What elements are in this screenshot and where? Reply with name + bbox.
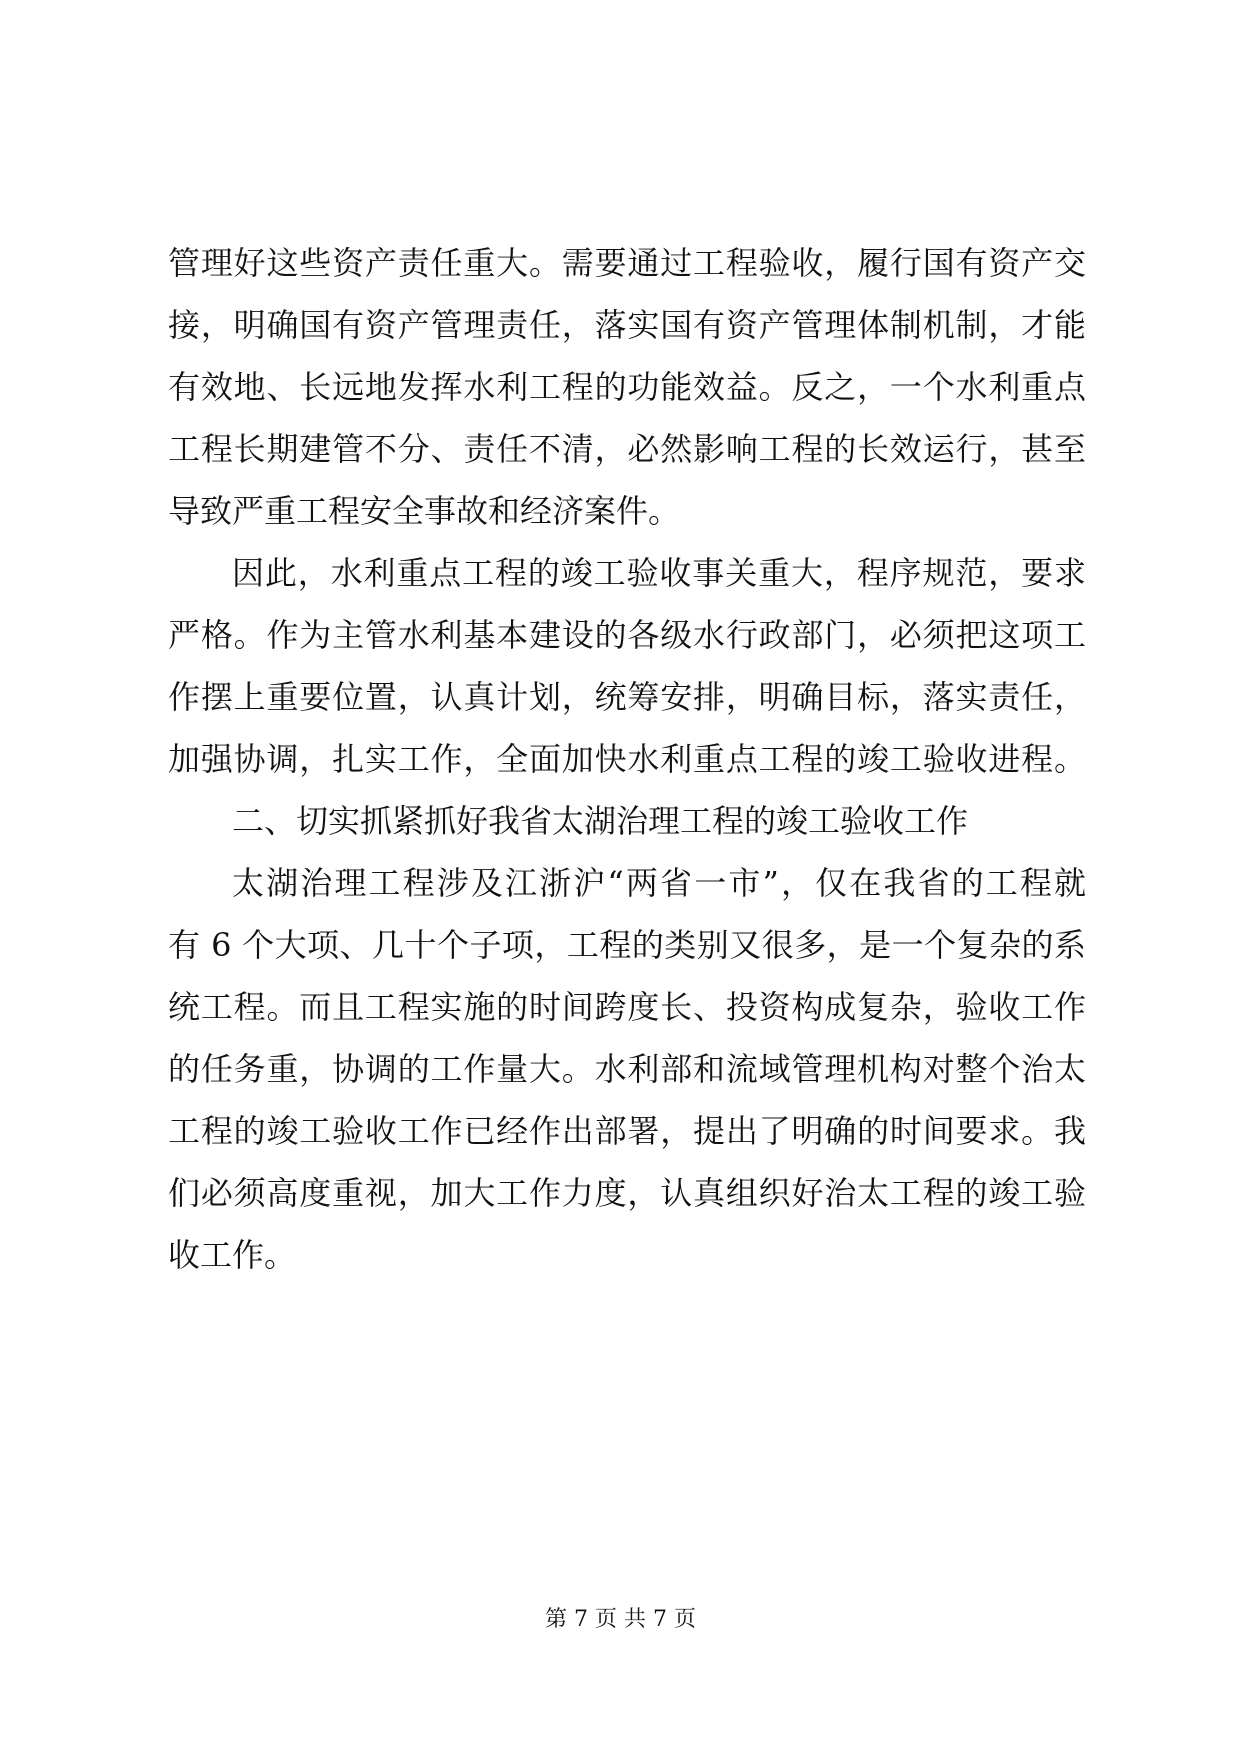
text-line: 作摆上重要位置，认真计划，统筹安排，明确目标，落实责任， (168, 678, 1086, 716)
text-line: 工程长期建管不分、责任不清，必然影响工程的长效运行，甚至 (168, 430, 1086, 468)
text-line: 们必须高度重视，加大工作力度，认真组织好治太工程的竣工验 (168, 1174, 1086, 1212)
text-line: 工程的竣工验收工作已经作出部署，提出了明确的时间要求。我 (168, 1112, 1086, 1150)
text-line: 有 6 个大项、几十个子项，工程的类别又很多，是一个复杂的系 (168, 926, 1086, 964)
text-line: 有效地、长远地发挥水利工程的功能效益。反之，一个水利重点 (168, 368, 1086, 406)
paragraph-first-line: 太湖治理工程涉及江浙沪“两省一市”，仅在我省的工程就 (232, 864, 1086, 902)
section-heading: 二、切实抓紧抓好我省太湖治理工程的竣工验收工作 (232, 802, 969, 840)
text-line: 统工程。而且工程实施的时间跨度长、投资构成复杂，验收工作 (168, 988, 1086, 1026)
text-line: 导致严重工程安全事故和经济案件。 (168, 492, 681, 530)
text-line: 的任务重，协调的工作量大。水利部和流域管理机构对整个治太 (168, 1050, 1086, 1088)
text-line: 收工作。 (168, 1236, 297, 1274)
page-number-footer: 第 7 页 共 7 页 (545, 1607, 696, 1632)
paragraph-first-line: 因此，水利重点工程的竣工验收事关重大，程序规范，要求 (232, 554, 1086, 592)
text-line: 加强协调，扎实工作，全面加快水利重点工程的竣工验收进程。 (168, 740, 1086, 778)
text-line: 管理好这些资产责任重大。需要通过工程验收，履行国有资产交 (168, 244, 1086, 282)
text-line: 接，明确国有资产管理责任，落实国有资产管理体制机制，才能 (168, 306, 1086, 344)
text-line: 严格。作为主管水利基本建设的各级水行政部门，必须把这项工 (168, 616, 1086, 654)
document-body (168, 232, 1086, 1286)
